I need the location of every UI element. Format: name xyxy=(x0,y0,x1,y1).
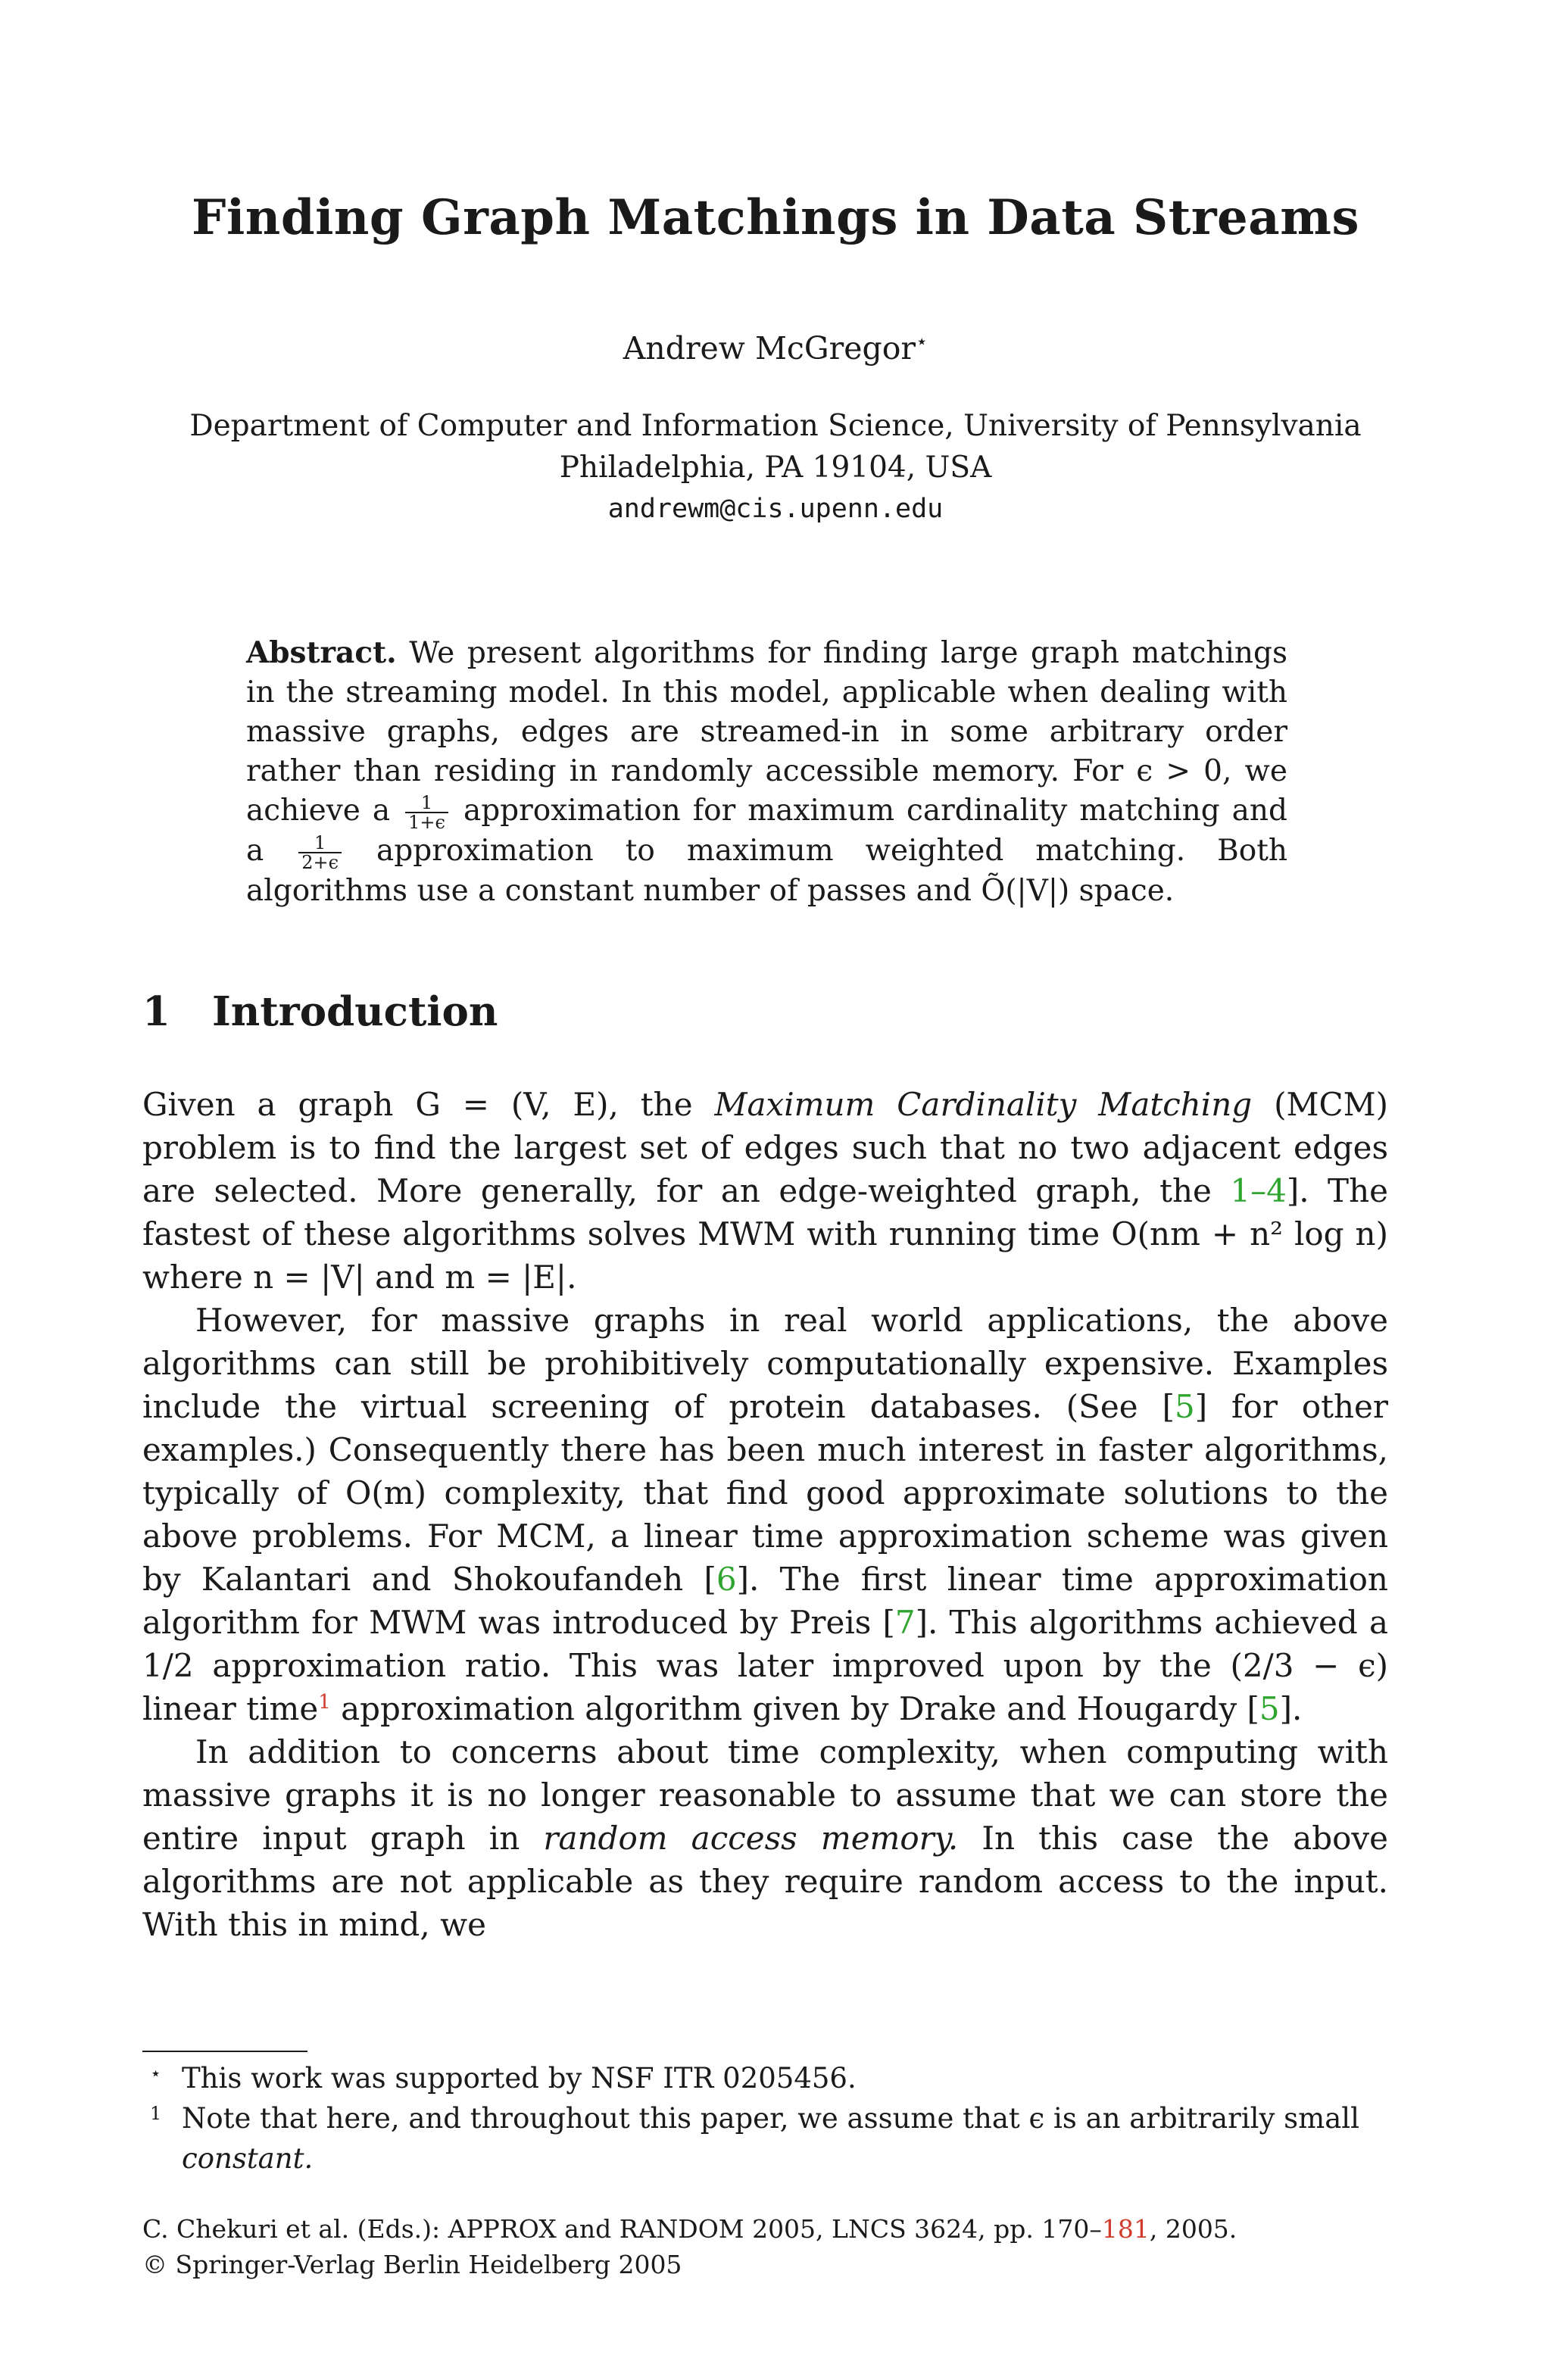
affiliation-line-1: Department of Computer and Information Science, University of Pennsylvania xyxy=(189,409,1362,443)
section-title: Introduction xyxy=(212,988,498,1035)
abstract-text-a: We present algorithms for finding large graph matchings in the streaming model. In this model, applicable when dealing with massive graphs, edges are streamed-in in some arbitrary order rather than residing in randomly accessible memory. For ϵ > 0, we achieve a xyxy=(246,636,1287,828)
citation-link[interactable]: 7 xyxy=(894,1604,916,1641)
citation-link[interactable]: 5 xyxy=(1259,1690,1280,1727)
citation-link[interactable]: 1–4 xyxy=(1230,1172,1287,1209)
paragraph-3: In addition to concerns about time complexity, when computing with massive graphs it is no longer reasonable to assume that we can store the entire input graph in random access memory. In this case the above algorithms are not applicable as they require random access to the input. With this in mind, we xyxy=(142,1733,1388,1943)
footnote-star: ⋆ This work was supported by NSF ITR 0205456. xyxy=(150,2062,857,2095)
section-number: 1 xyxy=(142,988,170,1035)
author-footnote-mark[interactable]: ⋆ xyxy=(916,330,928,354)
citation-link[interactable]: 5 xyxy=(1174,1388,1195,1425)
abstract xyxy=(246,633,1287,911)
fraction-1-over-1-plus-eps: $\frac{1}{1+\epsilon}$ xyxy=(405,794,448,831)
abstract-label: Abstract. xyxy=(246,635,397,670)
paragraph-1: Given a graph G = (V, E), the Maximum Cardinality Matching (MCM) problem is to find the largest set of edges such that no two adjacent edges are selected. More generally, for an edge-weighted graph, the 1–4]. The fastest of these algorithms solves MWM with running time O(nm + n² log n) where n = |V| and m = |E|. xyxy=(142,1086,1389,1296)
copyright-line: © Springer-Verlag Berlin Heidelberg 2005 xyxy=(142,2250,682,2279)
abstract-text-b: approximation for maximum cardinality matching and a xyxy=(246,794,1287,868)
footnote-link[interactable]: 1 xyxy=(318,1691,331,1714)
affiliation xyxy=(0,405,1551,530)
author-email[interactable]: andrewm@cis.upenn.edu xyxy=(607,494,944,524)
paper-title: Finding Graph Matchings in Data Streams xyxy=(192,189,1359,246)
section-body xyxy=(142,1083,1388,1946)
fraction-1-over-2-plus-eps: $\frac{1}{2+\epsilon}$ xyxy=(298,834,342,872)
author-name: Andrew McGregor xyxy=(623,330,916,367)
section-heading xyxy=(142,988,498,1035)
citation-line: C. Chekuri et al. (Eds.): APPROX and RANDOM 2005, LNCS 3624, pp. 170–181, 2005. xyxy=(142,2214,1237,2244)
citation-link[interactable]: 6 xyxy=(716,1561,737,1598)
author-line xyxy=(0,330,1551,367)
footnote-rule xyxy=(142,2051,307,2052)
paragraph-2: However, for massive graphs in real world applications, the above algorithms can still be prohibitively computationally expensive. Examples include the virtual screening of protein databases. (See [5] for other examples.) Consequently there has been much interest in faster algorithms, typically of O(m) complexity, that find good approximate solutions to the above problems. For MCM, a linear time approximation scheme was given by Kalantari and Shokoufandeh [6]. The first linear time approximation algorithm for MWM was introduced by Preis [7]. This algorithms achieved a 1/2 approximation ratio. This was later improved upon by the (2/3 − ϵ) linear time$^1$ approximation algorithm given by Drake and Hougardy [5]. xyxy=(142,1302,1388,1727)
footnote-1: 1 Note that here, and throughout this paper, we assume that ϵ is an arbitrarily small constant. xyxy=(150,2102,1359,2175)
publication-footer xyxy=(142,2211,1237,2282)
footnotes xyxy=(142,2058,1388,2179)
last-page-link[interactable]: 181 xyxy=(1101,2214,1150,2244)
abstract-text-c: approximation to maximum weighted matching. Both algorithms use a constant number of passes and Õ(|V|) space. xyxy=(246,834,1287,908)
affiliation-line-2: Philadelphia, PA 19104, USA xyxy=(559,451,992,485)
